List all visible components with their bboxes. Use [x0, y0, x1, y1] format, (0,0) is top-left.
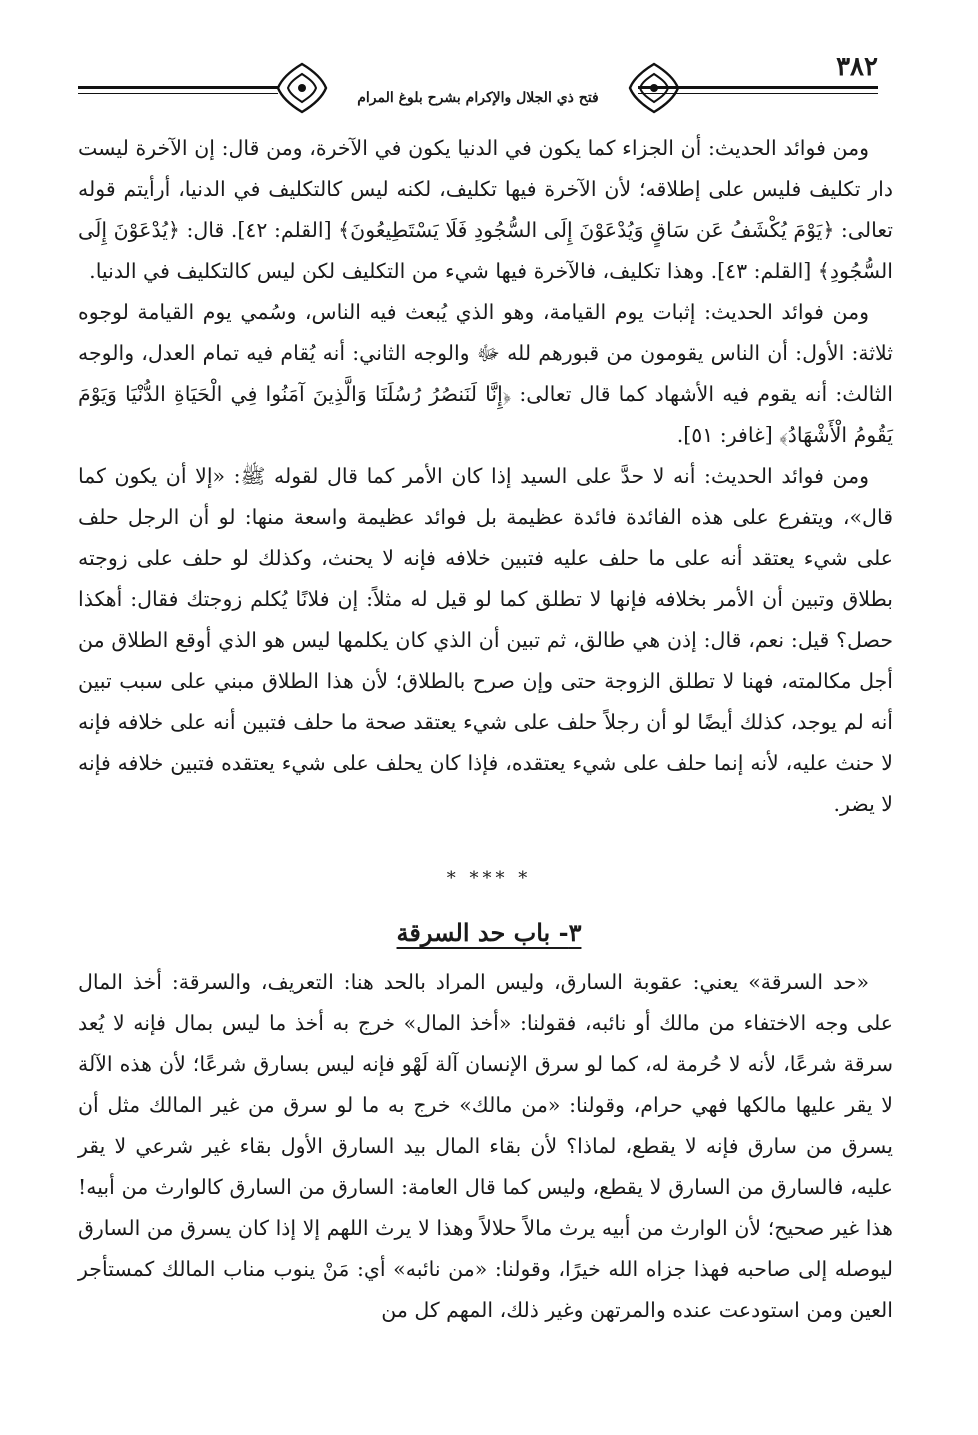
- ornament-left-icon: [274, 60, 330, 116]
- page-number: ٣٨٢: [836, 52, 878, 82]
- header-rule-left-bottom: [78, 93, 278, 94]
- chapter-title: ٣- باب حد السرقة: [396, 918, 582, 947]
- page-header: [78, 44, 878, 114]
- section-separator: * *** *: [446, 868, 532, 889]
- paragraph-theft-definition: «حد السرقة» يعني: عقوبة السارق، وليس المراد بالحد هنا: التعريف، والسرقة: أخذ المال على وجه الاختفاء من مالك أو نائبه، فقولنا: «أخذ المال» خرج به أخذ ما ليس بمال فإنه لا يُعد سرقة شرعًا، لأنه لا حُرمة له، كما لو سرق الإنسان آلة لَهْو فإنه ليس بسارق شرعًا؛ لأن هذه الآلة لا يقر عليها مالكها فهي حرام، وقولنا: «من مالك» خرج به ما لو سرق من غير المالك مثل أن يسرق من سارق فإنه لا يقطع، لماذا؟ لأن بقاء المال بيد السارق الأول بقاء غير شرعي لا يقر عليه، فالسارق من السارق لا يقطع، وليس كما قال العامة: السارق من السارق كالوارث من أبيه! هذا غير صحيح؛ لأن الوارث من أبيه يرث مالاً حلالاً وهذا لا يرث اللهم إلا إذا كان يسرق من السارق ليوصله إلى صاحبه فهذا جزاه الله خيرًا، وقولنا: «من نائبه» أي: مَنْ ينوب مناب المالك كمستأجر العين ومن استودعت عنده والمرتهن وغير ذلك، المهم كل من: [78, 970, 893, 1322]
- section-benefits: [78, 128, 893, 825]
- paragraph-day-of-resurrection: ومن فوائد الحديث: إثبات يوم القيامة، وهو الذي يُبعث فيه الناس، وسُمي يوم القيامة لوجوه ثلاثة: الأول: أن الناس يقومون من قبورهم لله ﷻ والوجه الثاني: أنه يُقام فيه تمام العدل، والوجه الثالث: أنه يقوم فيه الأشهاد كما قال تعالى: ﴿إِنَّا لَنَنصُرُ رُسُلَنَا وَالَّذِينَ آمَنُوا فِي الْحَيَاةِ الدُّنْيَا وَيَوْمَ يَقُومُ الْأَشْهَادُ﴾ [غافر: ٥١].: [78, 300, 893, 447]
- paragraph-afterlife-obligation: ومن فوائد الحديث: أن الجزاء كما يكون في الدنيا يكون في الآخرة، ومن قال: إن الآخرة ليست دار تكليف فليس على إطلاقه؛ لأن الآخرة فيها تكليف، لكنه ليس كالتكليف في الدنيا، أرأيتم قوله تعالى: ﴿يَوْمَ يُكْشَفُ عَن سَاقٍ وَيُدْعَوْنَ إِلَى السُّجُودِ فَلَا يَسْتَطِيعُونَ﴾ [القلم: ٤٢]. قال: ﴿يُدْعَوْنَ إِلَى السُّجُودِ﴾ [القلم: ٤٣]. وهذا تكليف، فالآخرة فيها شيء من التكليف لكن ليس كالتكليف في الدنيا.: [78, 136, 893, 283]
- section-theft: [78, 962, 893, 1331]
- book-title: فتح ذي الجلال والإكرام بشرح بلوغ المرام: [357, 90, 599, 106]
- header-rule-left-top: [78, 86, 278, 89]
- paragraph-no-punishment: ومن فوائد الحديث: أنه لا حدَّ على السيد إذا كان الأمر كما قال لقوله ﷺ: «إلا أن يكون كما قال»، ويتفرع على هذه الفائدة فائدة عظيمة بل فوائد عظيمة واسعة منها: لو أن الرجل حلف على شيء يعتقد أنه على ما حلف عليه فتبين خلافه فإنه لا يحنث، وكذلك لو حلف على زوجته بطلاق وتبين أن الأمر بخلافه فإنها لا تطلق كما لو قيل له مثلاً: إن فلانًا يُكلم زوجتك فقال: أهكذا حصل؟ قيل: نعم، قال: إذن هي طالق، ثم تبين أن الذي كان يكلمها ليس هو الذي أوقع الطلاق من أجل مكالمته، فهنا لا تطلق الزوجة حتى وإن صرح بالطلاق؛ لأن هذا الطلاق مبني على سبب تبين أنه لم يوجد، كذلك أيضًا لو أن رجلاً حلف على شيء يعتقد صحة ما حلف فتبين أنه على خلافه فإنه لا حنث عليه، لأنه إنما حلف على شيء يعتقده، فإذا كان يحلف على شيء يعتقده فتبين خلافه فإنه لا يضر.: [78, 464, 893, 816]
- ornament-right-icon: [626, 60, 682, 116]
